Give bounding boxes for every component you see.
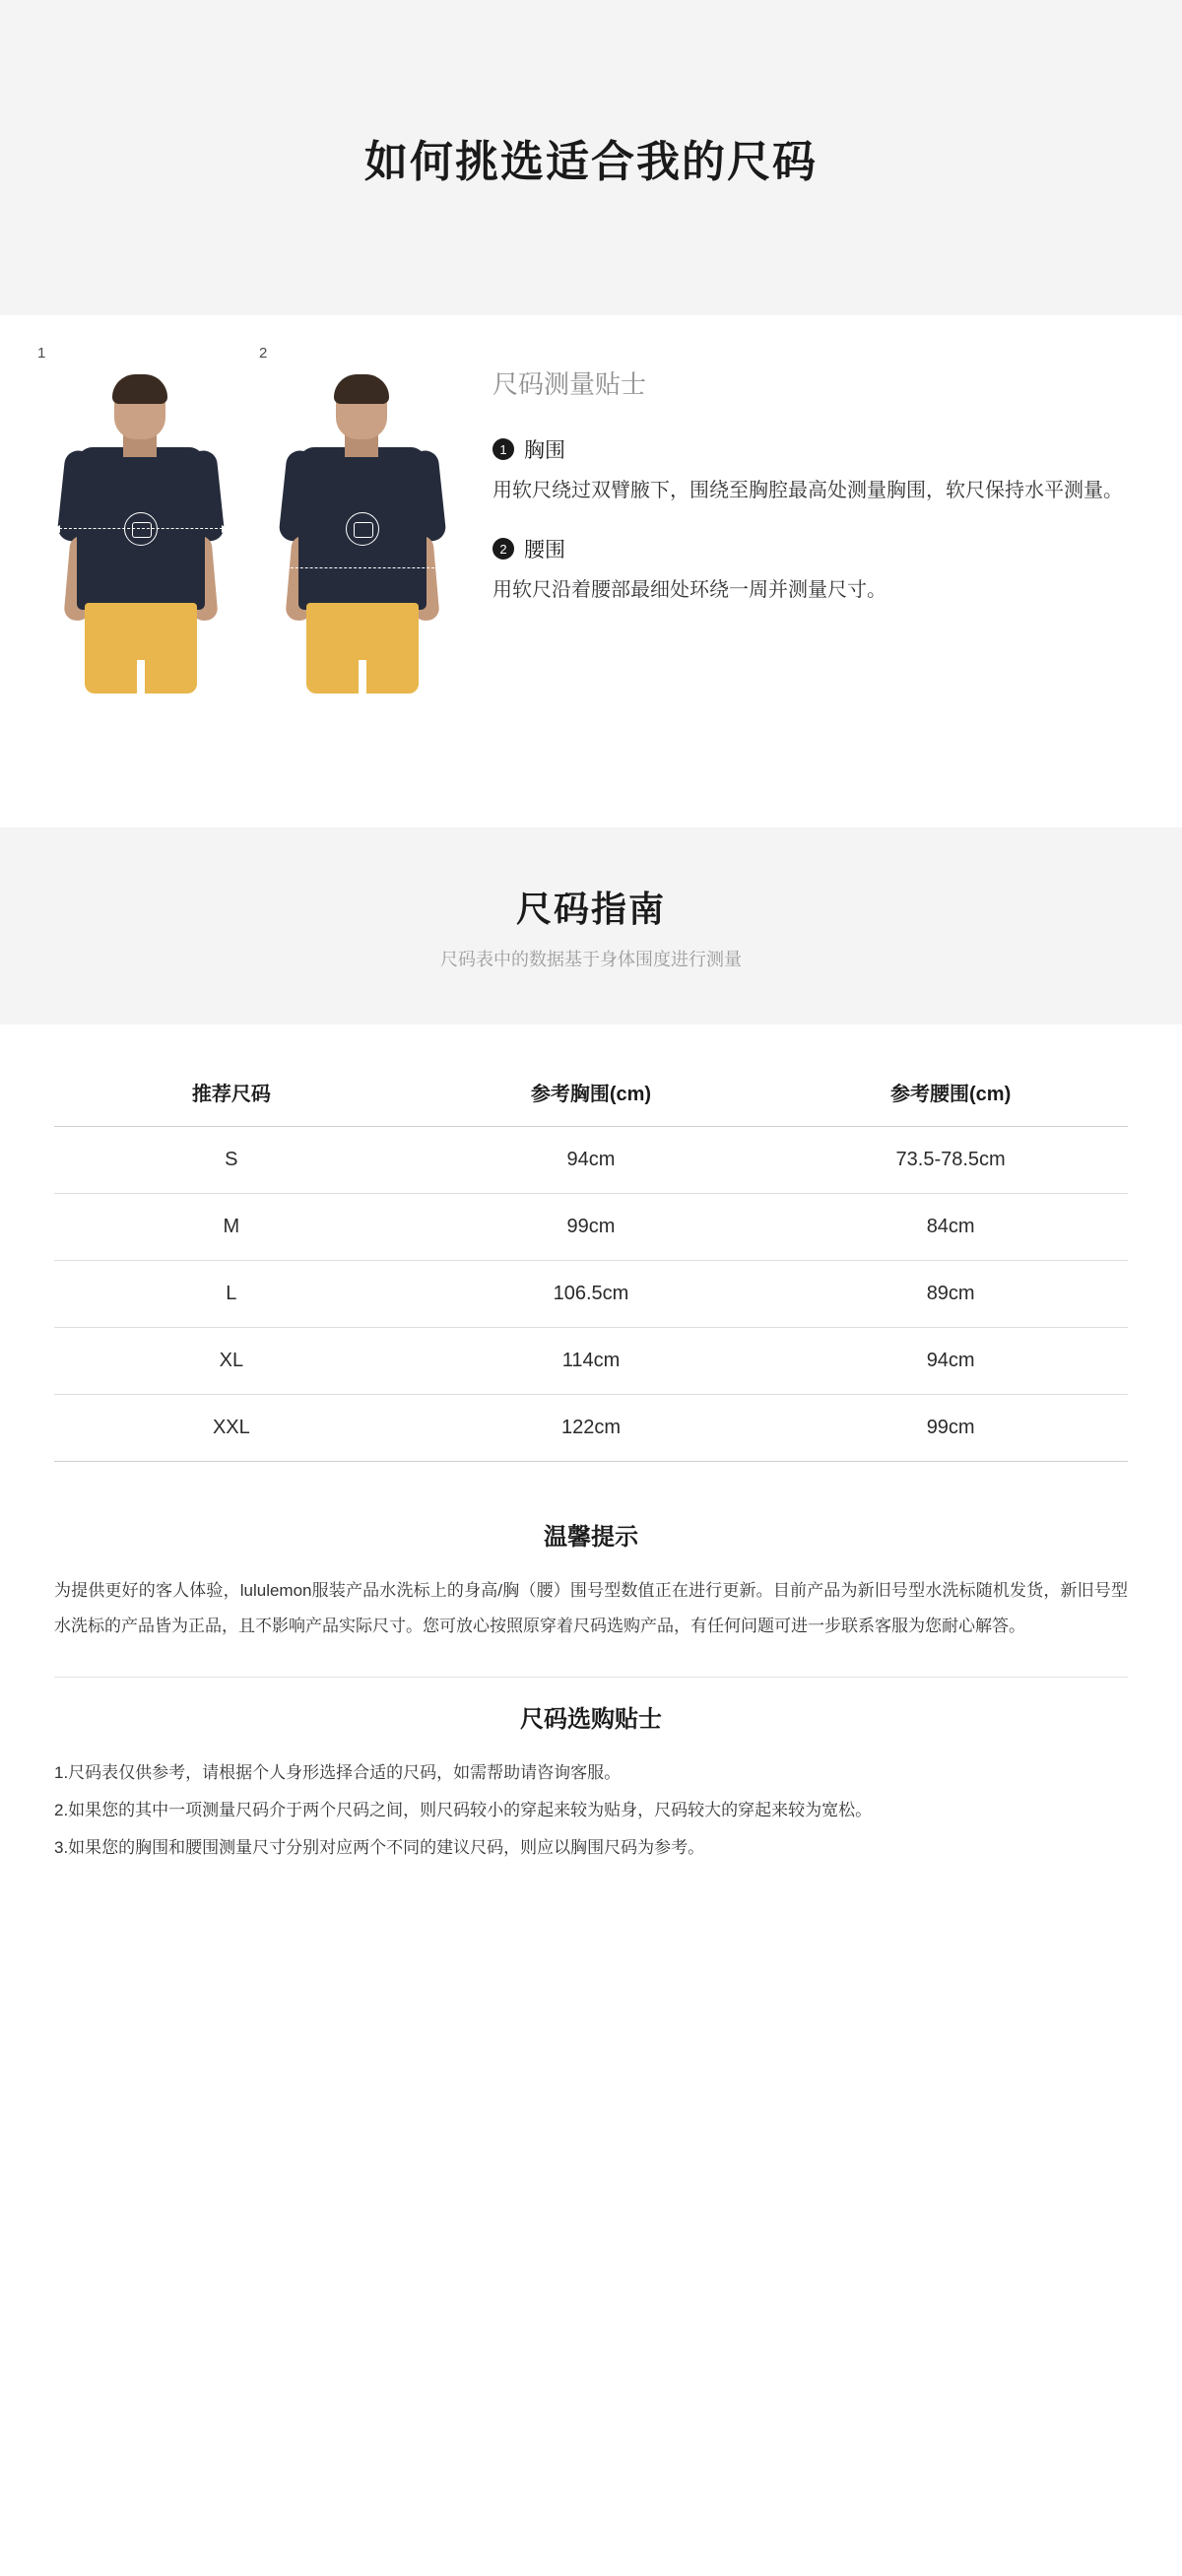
buying-tip-3: 3.如果您的胸围和腰围测量尺寸分别对应两个不同的建议尺码，则应以胸围尺码为参考。: [54, 1837, 705, 1857]
table-row: [54, 1395, 1128, 1462]
cell-size: M: [54, 1194, 409, 1261]
measuring-tips-section: [0, 315, 1182, 827]
table-row: [54, 1328, 1128, 1395]
size-table: [54, 1054, 1128, 1462]
shorts-shape: [85, 603, 197, 694]
tip-number-badge-2: 2: [492, 538, 514, 560]
tip-number-badge-1: 1: [492, 438, 514, 460]
buying-tip-2: 2.如果您的其中一项测量尺码介于两个尺码之间，则尺码较小的穿起来较为贴身，尺码较大的穿起来较为宽松。: [54, 1801, 873, 1820]
chest-measure-line-icon: [59, 528, 223, 529]
tip-head-waist: [492, 534, 1143, 563]
hair-shape: [334, 374, 389, 404]
tip-title-waist: 腰围: [524, 539, 565, 561]
brand-logo-icon: [124, 512, 158, 546]
tip-head-chest: [492, 434, 1143, 464]
table-row: [54, 1194, 1128, 1261]
tip-body-chest: 用软尺绕过双臂腋下，围绕至胸腔最高处测量胸围，软尺保持水平测量。: [492, 480, 1123, 501]
cell-size: L: [54, 1261, 409, 1328]
buying-tips-title: 尺码选购贴士: [520, 1706, 662, 1734]
figure-front: [30, 345, 251, 788]
table-header-size: 推荐尺码: [54, 1054, 409, 1127]
cell-size: XXL: [54, 1395, 409, 1462]
buying-tips-list: [54, 1755, 1128, 1865]
size-guide-subtitle: 尺码表中的数据基于身体围度进行测量: [440, 949, 742, 969]
table-header-row: [54, 1054, 1128, 1127]
table-header-chest: 参考胸围(cm): [409, 1054, 774, 1127]
hair-shape: [112, 374, 167, 404]
cell-waist: 84cm: [773, 1194, 1128, 1261]
tip-item-waist: [492, 534, 1143, 608]
measuring-tips-text: [483, 355, 1182, 633]
size-guide-title: 尺码指南: [515, 888, 666, 929]
cell-waist: 89cm: [773, 1261, 1128, 1328]
warm-tips-body: 为提供更好的客人体验，lululemon服装产品水洗标上的身高/胸（腰）围号型数值正在进行更新。目前产品为新旧号型水洗标随机发货，新旧号型水洗标的产品皆为正品，且不影响产品实际尺寸。您可放心按照原穿着尺码选购产品，有任何问题可进一步联系客服为您耐心解答。: [54, 1581, 1128, 1635]
size-guide-band: [0, 827, 1182, 1024]
size-table-wrapper: [0, 1024, 1182, 1462]
notes-divider: [54, 1677, 1128, 1678]
cell-chest: 99cm: [409, 1194, 774, 1261]
shorts-shape: [306, 603, 419, 694]
buying-tip-1: 1.尺码表仅供参考，请根据个人身形选择合适的尺码，如需帮助请咨询客服。: [54, 1763, 622, 1783]
figure-back: [251, 345, 473, 788]
tip-item-chest: [492, 434, 1143, 508]
figure-number-1: 1: [37, 345, 46, 362]
cell-chest: 94cm: [409, 1127, 774, 1194]
hero-band: [0, 0, 1182, 315]
table-header-waist: 参考腰围(cm): [773, 1054, 1128, 1127]
cell-chest: 122cm: [409, 1395, 774, 1462]
cell-chest: 106.5cm: [409, 1261, 774, 1328]
cell-size: XL: [54, 1328, 409, 1395]
tip-body-waist: 用软尺沿着腰部最细处环绕一周并测量尺寸。: [492, 579, 886, 601]
waist-measure-line-icon: [281, 567, 444, 568]
figure-number-2: 2: [259, 345, 268, 362]
brand-logo-icon: [346, 512, 379, 546]
bottom-spacer: [0, 1867, 1182, 1936]
tips-heading: 尺码测量贴士: [492, 369, 647, 399]
warm-tips-title: 温馨提示: [544, 1524, 638, 1551]
model-figures: [0, 345, 483, 788]
model-front-illustration: [47, 374, 234, 788]
cell-chest: 114cm: [409, 1328, 774, 1395]
notes-section: [0, 1462, 1182, 1865]
cell-size: S: [54, 1127, 409, 1194]
table-row: [54, 1261, 1128, 1328]
model-back-illustration: [269, 374, 456, 788]
cell-waist: 94cm: [773, 1328, 1128, 1395]
page-title: 如何挑选适合我的尺码: [364, 138, 818, 186]
cell-waist: 73.5-78.5cm: [773, 1127, 1128, 1194]
table-row: [54, 1127, 1128, 1194]
cell-waist: 99cm: [773, 1395, 1128, 1462]
tip-title-chest: 胸围: [524, 439, 565, 462]
